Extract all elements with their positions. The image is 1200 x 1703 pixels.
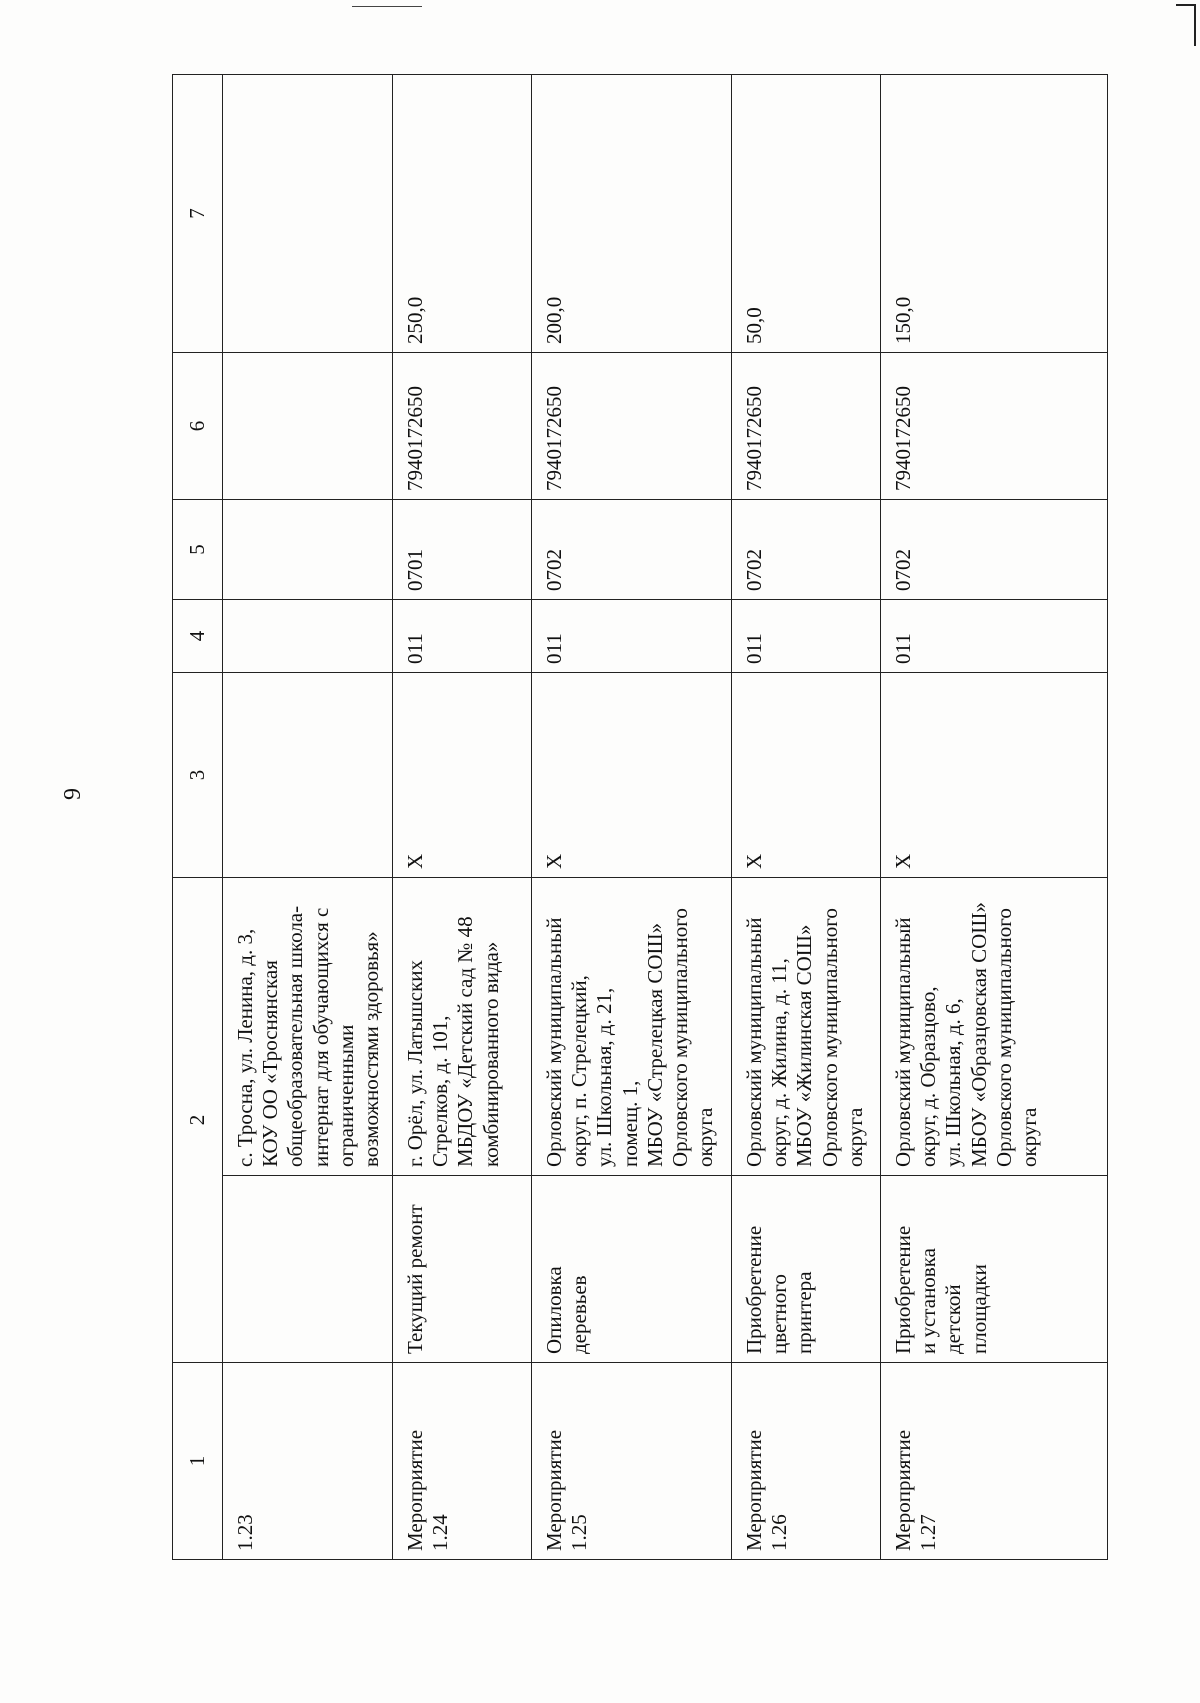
header-cell-5: 5	[173, 500, 223, 600]
corner-mark	[1176, 4, 1196, 46]
header-cell-3: 3	[173, 673, 223, 878]
header-cell-1: 1	[173, 1363, 223, 1560]
row-col3-cell: Х	[881, 673, 1108, 878]
table-row	[532, 75, 732, 1560]
row-col7-cell: 50,0	[732, 75, 881, 353]
row-col6-cell: 7940172650	[532, 353, 732, 500]
row-col5-cell: 0702	[881, 500, 1108, 600]
row-col6-cell: 7940172650	[881, 353, 1108, 500]
row-col6-cell	[223, 353, 393, 500]
row-col3-cell	[223, 673, 393, 878]
table-row	[881, 75, 1108, 1560]
row-name-cell: Текущий ремонт	[393, 1176, 532, 1363]
top-rule	[352, 6, 422, 7]
row-id-cell: 1.23	[223, 1363, 393, 1560]
row-col7-cell: 250,0	[393, 75, 532, 353]
row-col5-cell: 0702	[732, 500, 881, 600]
table-row	[223, 75, 393, 1560]
header-cell-7: 7	[173, 75, 223, 353]
row-address-cell: Орловский муниципальный округ, д. Образцово, ул. Школьная, д. 6, МБОУ «Образцовская СОШ» Орловского муниципального округа	[881, 878, 1108, 1176]
row-id-cell: Мероприятие 1.25	[532, 1363, 732, 1560]
row-address-cell: Орловский муниципальный округ, п. Стрелецкий, ул. Школьная, д. 21, помещ. 1, МБОУ «Стрелецкая СОШ» Орловского муниципального округа	[532, 878, 732, 1176]
row-col6-cell: 7940172650	[393, 353, 532, 500]
row-col4-cell	[223, 600, 393, 673]
row-id-cell: Мероприятие 1.27	[881, 1363, 1108, 1560]
table-row	[732, 75, 881, 1560]
row-address-cell: с. Тросна, ул. Ленина, д. 3, КОУ ОО «Троснянская общеобразовательная школа- интернат для обучающихся с ограниченными возможностями здоровья»	[223, 878, 393, 1176]
row-name-cell: Опиловка деревьев	[532, 1176, 732, 1363]
table-header-row	[173, 75, 223, 1560]
row-col4-cell: 011	[881, 600, 1108, 673]
row-col3-cell: Х	[732, 673, 881, 878]
row-address-cell: г. Орёл, ул. Латышских Стрелков, д. 101, МБДОУ «Детский сад № 48 комбинированного вида»	[393, 878, 532, 1176]
row-col5-cell: 0701	[393, 500, 532, 600]
header-cell-6: 6	[173, 353, 223, 500]
row-id-cell: Мероприятие 1.26	[732, 1363, 881, 1560]
row-name-cell: Приобретение цветного принтера	[732, 1176, 881, 1363]
row-col3-cell: Х	[393, 673, 532, 878]
row-col4-cell: 011	[393, 600, 532, 673]
row-id-cell: Мероприятие 1.24	[393, 1363, 532, 1560]
row-col7-cell	[223, 75, 393, 353]
row-col7-cell: 150,0	[881, 75, 1108, 353]
page-number: 9	[60, 788, 86, 800]
row-name-cell	[223, 1176, 393, 1363]
header-cell-4: 4	[173, 600, 223, 673]
budget-table-wrapper	[172, 75, 1107, 1560]
row-col5-cell	[223, 500, 393, 600]
row-name-cell: Приобретение и установка детской площадки	[881, 1176, 1108, 1363]
row-col3-cell: Х	[532, 673, 732, 878]
budget-table	[172, 74, 1108, 1560]
row-col6-cell: 7940172650	[732, 353, 881, 500]
row-col5-cell: 0702	[532, 500, 732, 600]
row-col4-cell: 011	[532, 600, 732, 673]
table-row	[393, 75, 532, 1560]
row-address-cell: Орловский муниципальный округ, д. Жилина, д. 11, МБОУ «Жилинская СОШ» Орловского муниципального округа	[732, 878, 881, 1176]
header-cell-2: 2	[173, 878, 223, 1363]
row-col4-cell: 011	[732, 600, 881, 673]
row-col7-cell: 200,0	[532, 75, 732, 353]
